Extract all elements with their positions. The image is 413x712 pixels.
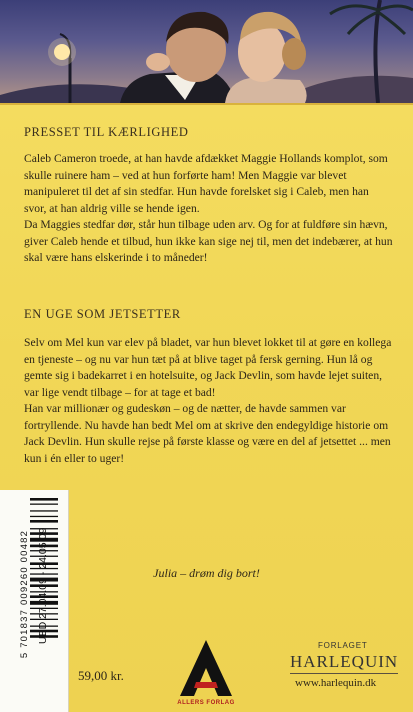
- barcode-bar: [30, 562, 58, 565]
- barcode-sticker: [0, 490, 69, 712]
- story-2-title: EN UGE SOM JETSETTER: [24, 307, 181, 321]
- barcode-bar: [30, 630, 58, 633]
- barcode-bar: [30, 504, 58, 505]
- barcode-bar: [30, 626, 58, 627]
- barcode-bar: [30, 556, 58, 557]
- barcode-icon: [30, 498, 58, 703]
- publisher-website: www.harlequin.dk: [295, 677, 377, 689]
- imprint-divider: [290, 673, 398, 674]
- price-label: 59,00 kr.: [78, 668, 124, 683]
- story-1-paragraph: Da Maggies stedfar dør, står hun tilbage uden arv. Og for at fuldføre sin hævn, giver Caleb hende et tilbud, hun ikke kan sige nej til, men det indebærer, at hun skal være hans elskerinde i to måneder!: [24, 218, 393, 264]
- barcode-bar: [30, 532, 58, 535]
- barcode-bar: [30, 635, 58, 638]
- barcode-bar: [30, 538, 58, 542]
- barcode-number: 5 701837 009260 00482: [19, 529, 30, 659]
- imprint-label: FORLAGET: [318, 641, 368, 650]
- couple-photo-illustration: [0, 0, 413, 103]
- publisher-logo-icon: [178, 638, 234, 698]
- barcode-bar: [30, 595, 58, 598]
- series-tagline: Julia – drøm dig bort!: [153, 566, 260, 580]
- barcode-bar: [30, 573, 58, 574]
- story-2-paragraph: Selv om Mel kun var elev på bladet, var hun blevet lokket til at gøre en kollega en tjeneste – og nu var hun tæt på at blive taget på fersk gerning. Hun lå og gemte sig i badekarret i en hotelsuite, og Jack Devlin, som havde lejet suiten, var lige vendt tilbage – for at tage et bad!: [24, 336, 392, 399]
- story-2-description: [24, 335, 394, 467]
- barcode-bar: [30, 516, 58, 517]
- barcode-bar: [30, 550, 58, 551]
- story-1-title: PRESSET TIL KÆRLIGHED: [24, 125, 189, 139]
- barcode-bar: [30, 578, 58, 582]
- barcode-bar: [30, 608, 58, 609]
- photo-divider: [0, 103, 413, 105]
- barcode-bar: [30, 528, 58, 529]
- story-2-paragraph: Han var millionær og gudeskøn – og de nætter, de havde sammen var fortryllende. Nu havde han bedt Mel om at skrive den endegyldige historie om Jack Devlin. Hun skulle rejse på første klasse og være en del af jetsettet ... men kun i én eller to uger!: [24, 402, 391, 465]
- harlequin-logo: HARLEQUIN: [290, 652, 399, 671]
- barcode-bar: [30, 568, 58, 569]
- barcode-bar: [30, 498, 58, 501]
- barcode-bar: [30, 520, 58, 523]
- barcode-bar: [30, 619, 58, 620]
- publisher-name: ALLERS FORLAG: [177, 700, 235, 706]
- barcode-bar: [30, 601, 58, 605]
- barcode-bar: [30, 584, 58, 587]
- barcode-bar: [30, 510, 58, 511]
- barcode-bar: [30, 613, 58, 614]
- barcode-bar: [30, 545, 58, 548]
- story-1-description: [24, 151, 394, 267]
- cover-photo: [0, 0, 413, 103]
- story-1-paragraph: Caleb Cameron troede, at han havde afdækket Maggie Hollands komplot, som skulle ruinere ham – ved at hun forførte ham! Men Maggie var blevet manipuleret til det af sin stedfar. Hun havde forelsket sig i Caleb, men han svor, at han aldrig ville se hende igen.: [24, 152, 388, 215]
- barcode-bar: [30, 591, 58, 592]
